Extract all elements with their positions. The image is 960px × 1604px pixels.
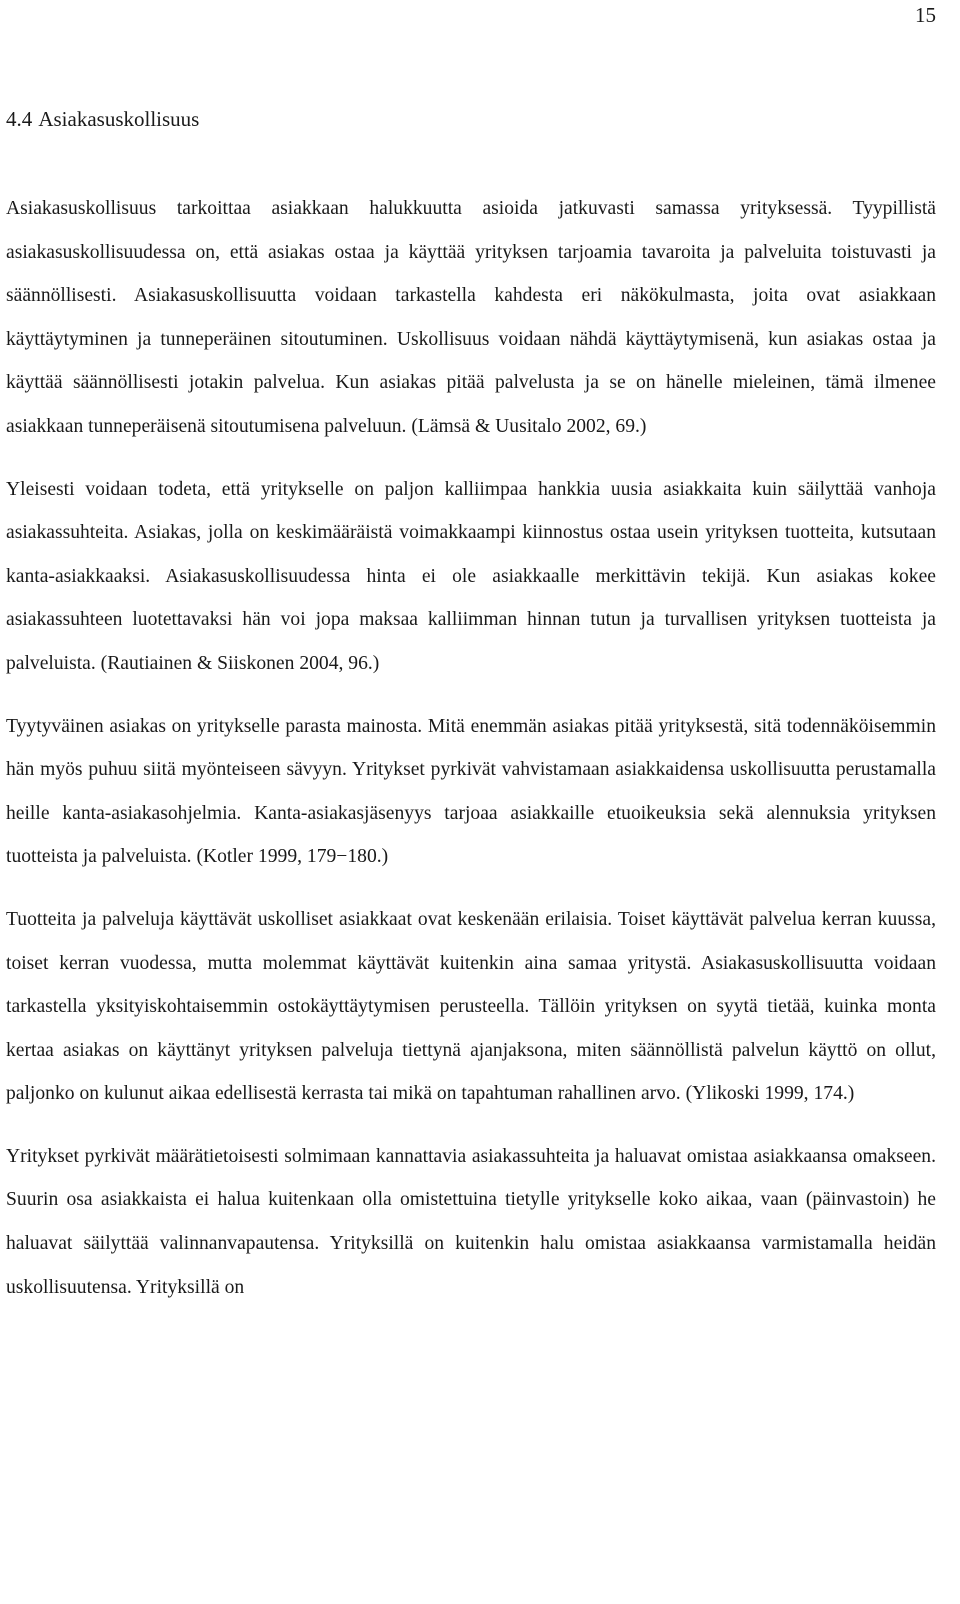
paragraph-satisfied-customer: Tyytyväinen asiakas on yritykselle parasta mainosta. Mitä enemmän asiakas pitää yrityksestä, sitä todennäköisemmin hän myös puhuu siitä myönteiseen sävyyn. Yritykset pyrkivät vahvistamaan asiakkaidensa uskollisuutta perustamalla heille kanta-asiakasohjelmia. Kanta-asiakasjäsenyys tarjoaa asiakkaille etuoikeuksia sekä alennuksia yrityksen tuotteista ja palveluista. (Kotler 1999, 179−180.) xyxy=(6,715,936,868)
body-text xyxy=(6,187,936,1309)
page-number: 15 xyxy=(915,3,936,27)
paragraph-purchase-behaviour: Tuotteita ja palveluja käyttävät uskolliset asiakkaat ovat keskenään erilaisia. Toiset käyttävät palvelua kerran kuussa, toiset kerran vuodessa, mutta molemmat käyttävät kuitenkin aina samaa yritystä. Asiakasuskollisuutta voidaan tarkastella yksityiskohtaisemmin ostokäyttäytymisen perusteella. Tällöin yrityksen on syytä tietää, kuinka monta kertaa asiakas on käyttänyt yrityksen palveluja tiettynä ajanjaksona, miten säännöllistä palvelun käyttö on ollut, paljonko on kulunut aikaa edellisestä kerrasta tai mikä on tapahtuman rahallinen arvo. (Ylikoski 1999, 174.) xyxy=(6,908,936,1105)
section-heading: 4.4 Asiakasuskollisuus xyxy=(6,107,200,131)
paragraph-customer-ownership: Yritykset pyrkivät määrätietoisesti solmimaan kannattavia asiakassuhteita ja haluavat omistaa asiakkaansa omakseen. Suurin osa asiakkaista ei halua kuitenkaan olla omistettuina tietylle yritykselle koko aikaa, vaan (päinvastoin) he haluavat säilyttää valinnanvapautensa. Yrityksillä on kuitenkin halu omistaa asiakkaansa varmistamalla heidän uskollisuutensa. Yrityksillä on xyxy=(6,1145,936,1298)
paragraph-retention-cost: Yleisesti voidaan todeta, että yritykselle on paljon kalliimpaa hankkia uusia asiakkaita kuin säilyttää vanhoja asiakassuhteita. Asiakas, jolla on keskimääräistä voimakkaampi kiinnostus ostaa usein yrityksen tuotteita, kutsutaan kanta-asiakkaaksi. Asiakasuskollisuudessa hinta ei ole asiakkaalle merkittävin tekijä. Kun asiakas kokee asiakassuhteen luotettavaksi hän voi jopa maksaa kalliimman hinnan tutun ja turvallisen yrityksen tuotteista ja palveluista. (Rautiainen & Siiskonen 2004, 96.) xyxy=(6,478,936,674)
paragraph-definition: Asiakasuskollisuus tarkoittaa asiakkaan halukkuutta asioida jatkuvasti samassa yrityksessä. Tyypillistä asiakasuskollisuudessa on, että asiakas ostaa ja käyttää yrityksen tarjoamia tavaroita ja palveluita toistuvasti ja säännöllisesti. Asiakasuskollisuutta voidaan tarkastella kahdesta eri näkökulmasta, joita ovat asiakkaan käyttäytyminen ja tunneperäinen sitoutuminen. Uskollisuus voidaan nähdä käyttäytymisenä, kun asiakas ostaa ja käyttää säännöllisesti jotakin palvelua. Kun asiakas pitää palvelusta ja se on hänelle mieleinen, tämä ilmenee asiakkaan tunneperäisenä sitoutumisena palveluun. (Lämsä & Uusitalo 2002, 69.) xyxy=(6,198,936,437)
